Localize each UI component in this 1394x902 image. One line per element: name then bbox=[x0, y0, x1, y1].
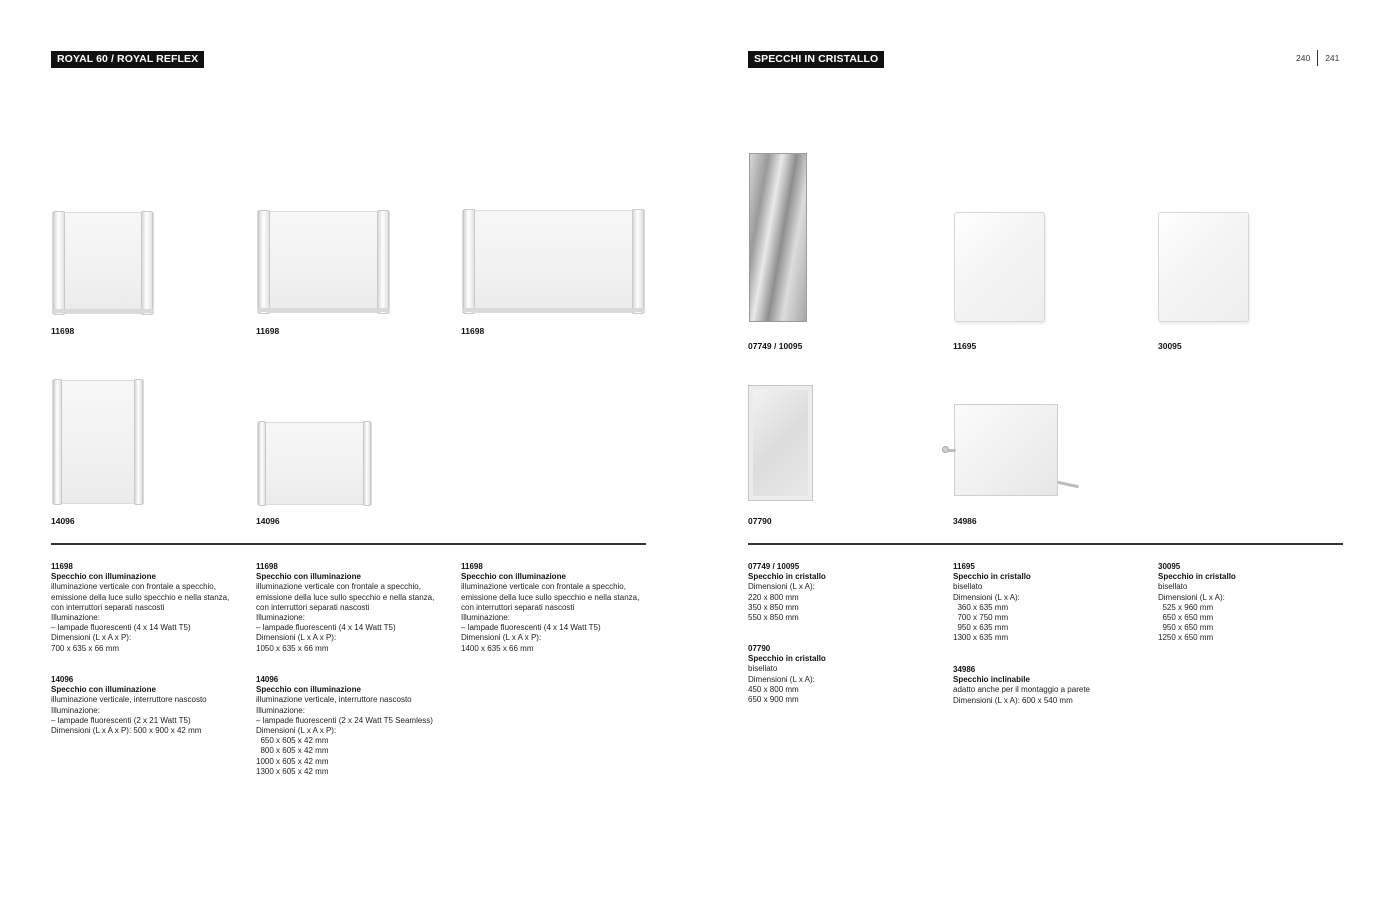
spec-code: 11695 bbox=[953, 562, 975, 571]
spec-line: adatto anche per il montaggio a parete bbox=[953, 685, 1090, 695]
page-numbers bbox=[1296, 50, 1339, 66]
spec-line: Dimensioni (L x A): bbox=[748, 674, 815, 684]
light-bar bbox=[377, 210, 389, 314]
spec-line: 1250 x 650 mm bbox=[1158, 633, 1214, 643]
spec-line: con interruttori separati nascosti bbox=[461, 602, 575, 612]
spec-block bbox=[256, 675, 456, 777]
spec-block bbox=[1158, 562, 1358, 644]
spec-line: 800 x 605 x 42 mm bbox=[256, 746, 329, 756]
product-image-14096-portrait bbox=[52, 380, 144, 504]
spec-line: 1050 x 635 x 66 mm bbox=[256, 643, 329, 653]
product-code: 07749 / 10095 bbox=[748, 341, 803, 351]
spec-line: Dimensioni (L x A): 600 x 540 mm bbox=[953, 695, 1073, 705]
spec-title: Specchio in cristallo bbox=[1158, 572, 1236, 582]
spec-line: emissione della luce sullo specchio e nella stanza, bbox=[461, 592, 640, 602]
spec-line: 550 x 850 mm bbox=[748, 613, 799, 623]
spec-line: Illuminazione: bbox=[256, 613, 305, 623]
spec-title: Specchio in cristallo bbox=[748, 654, 826, 664]
spec-title: Specchio con illuminazione bbox=[461, 572, 566, 582]
product-code: 11698 bbox=[256, 326, 280, 336]
light-bar bbox=[363, 421, 371, 506]
spec-line: Dimensioni (L x A x P): 500 x 900 x 42 mm bbox=[51, 726, 202, 736]
spec-line: illuminazione verticale, interruttore nascosto bbox=[256, 695, 412, 705]
spec-block bbox=[953, 665, 1153, 706]
spec-line: con interruttori separati nascosti bbox=[256, 602, 370, 612]
product-code: 11695 bbox=[953, 341, 977, 351]
spec-line: 1400 x 635 x 66 mm bbox=[461, 643, 534, 653]
spec-code: 07790 bbox=[748, 644, 771, 653]
light-bar bbox=[141, 211, 153, 315]
spec-line: 1300 x 635 mm bbox=[953, 633, 1009, 643]
spec-title: Specchio in cristallo bbox=[953, 572, 1031, 582]
spec-line: 525 x 960 mm bbox=[1158, 602, 1214, 612]
spec-line: illuminazione verticale, interruttore nascosto bbox=[51, 695, 207, 705]
spec-line: 650 x 900 mm bbox=[748, 695, 799, 705]
spec-line: illuminazione verticale con frontale a specchio, bbox=[256, 582, 421, 592]
spec-line: 1300 x 605 x 42 mm bbox=[256, 766, 329, 776]
light-bar bbox=[258, 210, 270, 314]
spec-line: 360 x 635 mm bbox=[953, 602, 1009, 612]
spec-code: 11698 bbox=[461, 562, 483, 571]
spec-line: Dimensioni (L x A): bbox=[748, 582, 815, 592]
spec-code: 30095 bbox=[1158, 562, 1181, 571]
spec-line: 220 x 800 mm bbox=[748, 592, 799, 602]
spec-line: bisellato bbox=[953, 582, 983, 592]
spec-line: con interruttori separati nascosti bbox=[51, 602, 165, 612]
spec-line: Dimensioni (L x A): bbox=[1158, 592, 1225, 602]
spec-line: bisellato bbox=[748, 664, 778, 674]
spec-code: 14096 bbox=[51, 675, 74, 684]
spec-line: emissione della luce sullo specchio e nella stanza, bbox=[51, 592, 230, 602]
spec-code: 11698 bbox=[256, 562, 278, 571]
spec-line: 450 x 800 mm bbox=[748, 684, 799, 694]
light-bar bbox=[632, 209, 644, 314]
spec-title: Specchio in cristallo bbox=[748, 572, 826, 582]
spec-line: illuminazione verticale con frontale a specchio, bbox=[461, 582, 626, 592]
spec-title: Specchio con illuminazione bbox=[51, 685, 156, 695]
spec-line: Dimensioni (L x A x P): bbox=[461, 633, 542, 643]
product-image-07790 bbox=[749, 386, 812, 500]
spec-line: – lampade fluorescenti (2 x 21 Watt T5) bbox=[51, 715, 191, 725]
spec-block bbox=[51, 562, 251, 654]
light-bar bbox=[53, 211, 65, 315]
tilt-mirror-knob bbox=[942, 446, 949, 453]
product-code: 11698 bbox=[51, 326, 75, 336]
spec-code: 14096 bbox=[256, 675, 279, 684]
tilt-mirror-arm bbox=[1057, 481, 1079, 489]
product-code: 14096 bbox=[51, 516, 75, 526]
spec-line: 700 x 750 mm bbox=[953, 613, 1009, 623]
spec-line: 650 x 605 x 42 mm bbox=[256, 736, 329, 746]
spec-code: 07749 / 10095 bbox=[748, 562, 800, 571]
spec-block bbox=[256, 562, 456, 654]
spec-line: emissione della luce sullo specchio e nella stanza, bbox=[256, 592, 435, 602]
page-number-divider bbox=[1317, 50, 1318, 66]
product-image-30095 bbox=[1158, 212, 1249, 322]
spec-line: illuminazione verticale con frontale a specchio, bbox=[51, 582, 216, 592]
spec-code: 11698 bbox=[51, 562, 73, 571]
spec-line: 700 x 635 x 66 mm bbox=[51, 643, 120, 653]
product-code: 30095 bbox=[1158, 341, 1182, 351]
product-image-11698-large bbox=[462, 210, 645, 313]
section-title-royal: ROYAL 60 / ROYAL REFLEX bbox=[51, 51, 204, 68]
divider-line bbox=[51, 543, 646, 545]
product-image-11695 bbox=[954, 212, 1045, 322]
spec-line: Dimensioni (L x A x P): bbox=[256, 726, 337, 736]
spec-title: Specchio inclinabile bbox=[953, 675, 1030, 685]
light-bar bbox=[53, 379, 62, 505]
light-bar bbox=[463, 209, 475, 314]
spec-line: – lampade fluorescenti (2 x 24 Watt T5 Seamless) bbox=[256, 715, 433, 725]
spec-line: Dimensioni (L x A x P): bbox=[256, 633, 337, 643]
section-title-specchi: SPECCHI IN CRISTALLO bbox=[748, 51, 884, 68]
product-code: 11698 bbox=[461, 326, 485, 336]
product-code: 14096 bbox=[256, 516, 280, 526]
product-image-34986 bbox=[954, 404, 1058, 496]
spec-title: Specchio con illuminazione bbox=[51, 572, 156, 582]
spec-line: – lampade fluorescenti (4 x 14 Watt T5) bbox=[461, 623, 601, 633]
mirror-base-shadow bbox=[258, 308, 389, 312]
spec-code: 34986 bbox=[953, 665, 976, 674]
spec-block bbox=[953, 562, 1153, 644]
mirror-base-shadow bbox=[53, 309, 153, 313]
spec-line: Illuminazione: bbox=[256, 705, 305, 715]
mirror-base-shadow bbox=[463, 308, 644, 312]
light-bar bbox=[258, 421, 266, 506]
product-image-11698-small bbox=[52, 212, 154, 314]
spec-title: Specchio con illuminazione bbox=[256, 572, 361, 582]
spec-line: 650 x 650 mm bbox=[1158, 613, 1214, 623]
spec-line: Illuminazione: bbox=[51, 705, 100, 715]
product-image-07749-10095 bbox=[749, 153, 807, 322]
spec-block bbox=[461, 562, 661, 654]
spec-line: bisellato bbox=[1158, 582, 1188, 592]
product-code: 34986 bbox=[953, 516, 977, 526]
spec-block bbox=[51, 675, 251, 736]
light-bar bbox=[134, 379, 143, 505]
spec-title: Specchio con illuminazione bbox=[256, 685, 361, 695]
spec-line: 950 x 635 mm bbox=[953, 623, 1009, 633]
spec-line: Illuminazione: bbox=[461, 613, 510, 623]
spec-line: Dimensioni (L x A): bbox=[953, 592, 1020, 602]
page-number-right: 241 bbox=[1325, 53, 1340, 63]
spec-block bbox=[748, 644, 948, 705]
spec-line: 1000 x 605 x 42 mm bbox=[256, 756, 329, 766]
product-image-14096-landscape bbox=[257, 422, 372, 505]
spec-block bbox=[748, 562, 948, 623]
divider-line bbox=[748, 543, 1343, 545]
spec-line: Dimensioni (L x A x P): bbox=[51, 633, 132, 643]
spec-line: 950 x 650 mm bbox=[1158, 623, 1214, 633]
product-code: 07790 bbox=[748, 516, 772, 526]
page-number-left: 240 bbox=[1296, 53, 1311, 63]
spec-line: Illuminazione: bbox=[51, 613, 100, 623]
spec-line: – lampade fluorescenti (4 x 14 Watt T5) bbox=[51, 623, 191, 633]
product-image-11698-medium bbox=[257, 211, 390, 313]
spec-line: – lampade fluorescenti (4 x 14 Watt T5) bbox=[256, 623, 396, 633]
spec-line: 350 x 850 mm bbox=[748, 602, 799, 612]
